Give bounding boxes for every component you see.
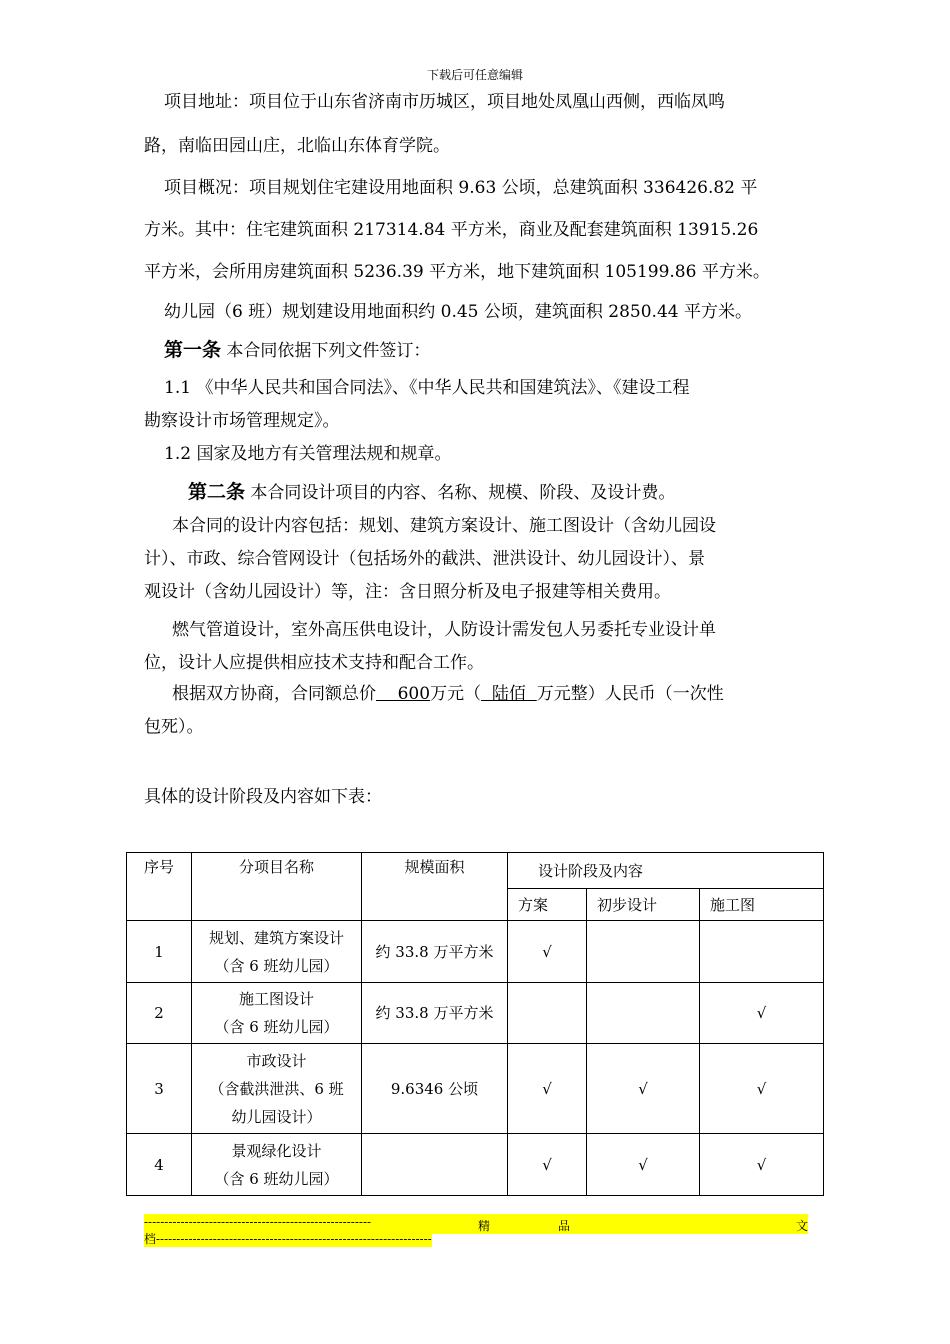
row-construction-check: [700, 921, 824, 983]
row-preliminary-check: [587, 921, 700, 983]
article-2-para-2-line-2: 位，设计人应提供相应技术支持和配合工作。: [144, 653, 484, 673]
price-suffix: 万元整）人民币（一次性: [536, 684, 724, 704]
article-1-text: 本合同依据下列文件签订：: [221, 341, 431, 361]
row-scale: 约 33.8 万平方米: [362, 921, 508, 983]
project-address-line-1: 项目地址：项目位于山东省济南市历城区，项目地处凤凰山西侧，西临凤鸣: [164, 92, 725, 112]
article-2-para-1-line-3: 观设计（含幼儿园设计）等，注：含日照分析及电子报建等相关费用。: [144, 582, 671, 602]
row-preliminary-check: √: [587, 1134, 700, 1196]
watermark-dashes: --------------------------------------------------------: [144, 1215, 372, 1229]
row-construction-check: √: [700, 1134, 824, 1196]
price-in-words: 陆佰: [481, 684, 537, 704]
price-amount: 600: [376, 684, 431, 704]
item-1-1-text: 《中华人民共和国合同法》、《中华人民共和国建筑法》、《建设工程: [191, 378, 690, 398]
watermark-line-2: 档--------------------------------------------------------------------: [144, 1232, 432, 1246]
item-1-2-text: 国家及地方有关管理法规和规章。: [191, 444, 452, 464]
project-overview-line-3: 平方米，会所用房建筑面积 5236.39 平方米，地下建筑面积 105199.86 平方米。: [144, 262, 770, 282]
row-no: 3: [127, 1044, 192, 1134]
row-no: 2: [127, 983, 192, 1044]
row-name: [192, 983, 362, 1044]
price-unit: 万元（: [430, 684, 482, 704]
header-construction: 施工图: [700, 889, 824, 921]
row-construction-check: √: [700, 983, 824, 1044]
row-scheme-check: [508, 983, 587, 1044]
project-overview-line-2: 方米。其中：住宅建筑面积 217314.84 平方米，商业及配套建筑面积 13915.26: [144, 220, 759, 240]
row-scale: [362, 1134, 508, 1196]
contract-price-line-end: 包死）。: [144, 717, 204, 737]
item-1-1-number: 1.1: [164, 378, 192, 398]
row-no: 1: [127, 921, 192, 983]
table-row: [127, 1134, 824, 1196]
row-scale: 约 33.8 万平方米: [362, 983, 508, 1044]
row-scheme-check: √: [508, 921, 587, 983]
article-2: [144, 476, 808, 510]
row-name: [192, 1044, 362, 1134]
header-scheme: 方案: [508, 889, 587, 921]
row-name-line: （含截洪泄洪、6 班: [209, 1079, 344, 1098]
row-name-line: 景观绿化设计: [231, 1141, 322, 1160]
header-name: 分项目名称: [192, 853, 362, 921]
row-name-line: （含 6 班幼儿园）: [214, 1169, 339, 1188]
table-intro: 具体的设计阶段及内容如下表：: [144, 787, 382, 807]
row-name-line: 市政设计: [246, 1051, 307, 1070]
article-2-para-1-line-1: 本合同的设计内容包括：规划、建筑方案设计、施工图设计（含幼儿园设: [172, 516, 716, 536]
contract-price-line: [144, 678, 808, 711]
row-scheme-check: √: [508, 1134, 587, 1196]
row-construction-check: √: [700, 1044, 824, 1134]
table-row: [127, 983, 824, 1044]
row-preliminary-check: √: [587, 1044, 700, 1134]
row-name: [192, 1134, 362, 1196]
kindergarten-paragraph: 幼儿园（6 班）规划建设用地面积约 0.45 公顷，建筑面积 2850.44 平方米。: [164, 302, 752, 322]
article-1-item-1-cont: 勘察设计市场管理规定》。: [144, 411, 340, 431]
table-row: [127, 1044, 824, 1134]
row-name-line: 幼儿园设计）: [231, 1107, 322, 1126]
row-preliminary-check: [587, 983, 700, 1044]
table-header-row: [127, 853, 824, 889]
article-1-title: 第一条: [164, 339, 222, 361]
project-address-line-2: 路，南临田园山庄，北临山东体育学院。: [144, 136, 450, 156]
header-scale: 规模面积: [362, 853, 508, 921]
article-2-title: 第二条: [188, 481, 246, 503]
item-1-2-number: 1.2: [164, 444, 192, 464]
row-name: [192, 921, 362, 983]
watermark-char-1: 精: [477, 1219, 490, 1233]
header-preliminary: 初步设计: [587, 889, 700, 921]
watermark-char-3: 文: [795, 1219, 808, 1233]
article-1-item-2: [144, 438, 808, 471]
project-overview-line-1: 项目概况：项目规划住宅建设用地面积 9.63 公顷，总建筑面积 336426.82 平: [164, 178, 758, 198]
row-name-line: 规划、建筑方案设计: [208, 928, 344, 947]
article-2-text: 本合同设计项目的内容、名称、规模、阶段、及设计费。: [245, 483, 676, 503]
header-stages: 设计阶段及内容: [508, 853, 824, 889]
watermark-char-2: 品: [557, 1219, 570, 1233]
table-row: [127, 921, 824, 983]
article-1-item-1: [144, 372, 808, 405]
price-prefix: 根据双方协商，合同额总价: [172, 684, 376, 704]
design-stage-table: [126, 852, 824, 1196]
row-scheme-check: √: [508, 1044, 587, 1134]
row-no: 4: [127, 1134, 192, 1196]
row-name-line: （含 6 班幼儿园）: [214, 1018, 339, 1036]
page-header: 下载后可任意编辑: [426, 68, 523, 82]
header-no: 序号: [127, 853, 192, 921]
row-name-line: （含 6 班幼儿园）: [214, 956, 339, 975]
row-name-line: 施工图设计: [238, 990, 314, 1008]
article-2-para-1-line-2: 计）、市政、综合管网设计（包括场外的截洪、泄洪设计、幼儿园设计）、景: [144, 549, 705, 569]
article-1: [144, 328, 808, 373]
row-scale: 9.6346 公顷: [362, 1044, 508, 1134]
article-2-para-2-line-1: 燃气管道设计，室外高压供电设计，人防设计需发包人另委托专业设计单: [172, 620, 716, 640]
